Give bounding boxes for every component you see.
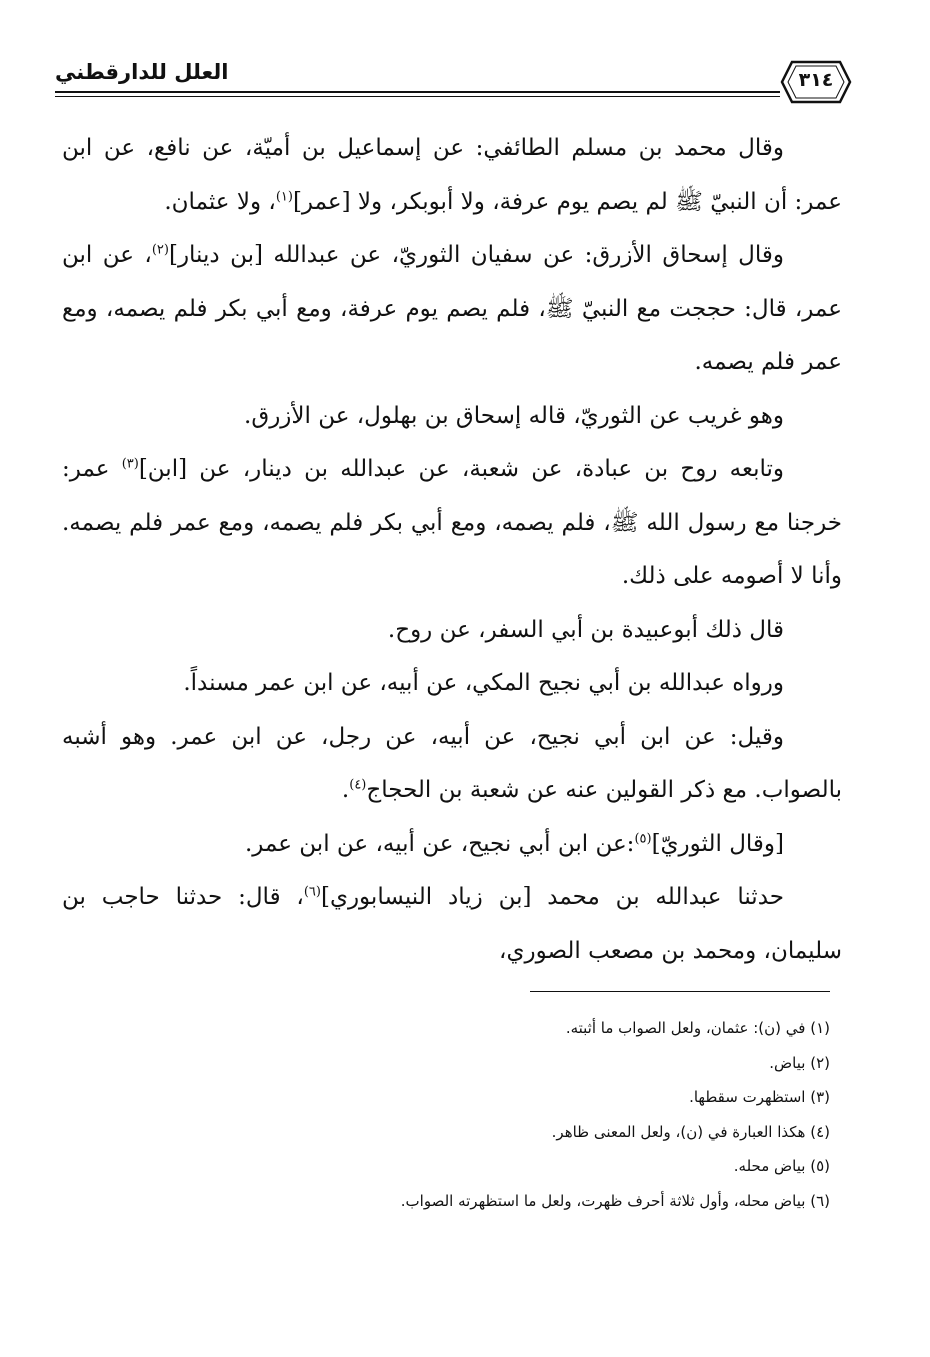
footnote-item: (٢) بياض.	[769, 1053, 830, 1072]
footnote-marker: (٥)	[634, 830, 652, 846]
paragraph-text: وتابعه روح بن عبادة، عن شعبة، عن عبدالله بن دينار، عن [ابن]	[138, 456, 784, 482]
footnote-separator	[530, 991, 830, 992]
footnote-item: (٥) بياض محله.	[733, 1157, 830, 1175]
book-title: العلل للدارقطني	[55, 60, 229, 84]
page-header	[55, 58, 855, 108]
paragraph-text: .	[341, 777, 350, 803]
text-paragraph	[62, 229, 842, 390]
paragraph-text: وقال محمد بن مسلم الطائفي: عن إسماعيل بن أميّة، عن نافع، عن ابن عمر: أن النبيّ ﷺ لم يصم يوم عرفة، ولا أبوبكر، ولا [عمر]	[62, 135, 842, 215]
text-paragraph	[62, 711, 842, 818]
footnote-item: (٣) استظهرت سقطها.	[689, 1088, 830, 1106]
paragraph-text: :عن ابن أبي نجيح، عن أبيه، عن ابن عمر.	[244, 830, 635, 857]
footnote-marker: (٢)	[151, 242, 169, 258]
paragraph-text: عمر: خرجنا مع رسول الله ﷺ، فلم يصمه، ومع أبي بكر فلم يصمه، ومع عمر فلم يصمه. وأنا لا أصومه على ذلك.	[62, 456, 842, 589]
text-paragraph	[62, 604, 842, 658]
footnotes	[330, 1011, 830, 1218]
footnote-marker: (٦)	[303, 884, 321, 900]
footnote-item: (٤) هكذا العبارة في (ن)، ولعل المعنى ظاهر.	[551, 1122, 830, 1141]
header-rule	[55, 91, 780, 93]
paragraph-text: وهو غريب عن الثوريّ، قاله إسحاق بن بهلول، عن الأزرق.	[244, 402, 784, 429]
paragraph-text: وقال إسحاق الأزرق: عن سفيان الثوريّ، عن عبدالله [بن دينار]	[168, 242, 784, 268]
paragraph-text: ، قال: حدثنا حاجب بن سليمان، ومحمد بن مصعب الصوري،	[62, 884, 842, 964]
page-number: ٣١٤	[798, 69, 834, 91]
text-paragraph	[62, 657, 842, 711]
text-paragraph	[62, 871, 842, 978]
footnote-item: (٦) بياض محله، وأول ثلاثة أحرف ظهرت، ولعل ما استظهرته الصواب.	[400, 1191, 830, 1210]
paragraph-text: وقيل: عن ابن أبي نجيح، عن أبيه، عن رجل، عن ابن عمر. وهو أشبه بالصواب. مع ذكر القولين عنه عن شعبة بن الحجاج	[62, 723, 842, 803]
footnote-marker: (٤)	[349, 777, 367, 793]
text-paragraph	[62, 443, 842, 604]
paragraph-text: ورواه عبدالله بن أبي نجيح المكي، عن أبيه، عن ابن عمر مسنداً.	[183, 670, 784, 696]
text-paragraph	[62, 122, 842, 229]
text-paragraph	[62, 818, 842, 872]
page-number-ornament	[780, 60, 852, 104]
footnote-marker: (٣)	[121, 456, 139, 472]
text-paragraph	[62, 390, 842, 444]
paragraph-text: قال ذلك أبوعبيدة بن أبي السفر، عن روح.	[387, 616, 784, 643]
header-rule-thin	[55, 96, 780, 97]
main-text	[62, 122, 842, 978]
paragraph-text: حدثنا عبدالله بن محمد [بن زياد النيسابوري]	[320, 884, 784, 910]
paragraph-text: ، عن ابن عمر، قال: حججت مع النبيّ ﷺ، فلم يصم يوم عرفة، ومع أبي بكر فلم يصمه، ومع عمر فلم يصمه.	[62, 242, 842, 375]
paragraph-text: [وقال الثوريّ]	[651, 830, 784, 857]
footnote-item: (١) في (ن): عثمان، ولعل الصواب ما أثبته.	[565, 1019, 830, 1037]
footnote-marker: (١)	[275, 188, 293, 204]
paragraph-text: ، ولا عثمان.	[164, 188, 276, 215]
